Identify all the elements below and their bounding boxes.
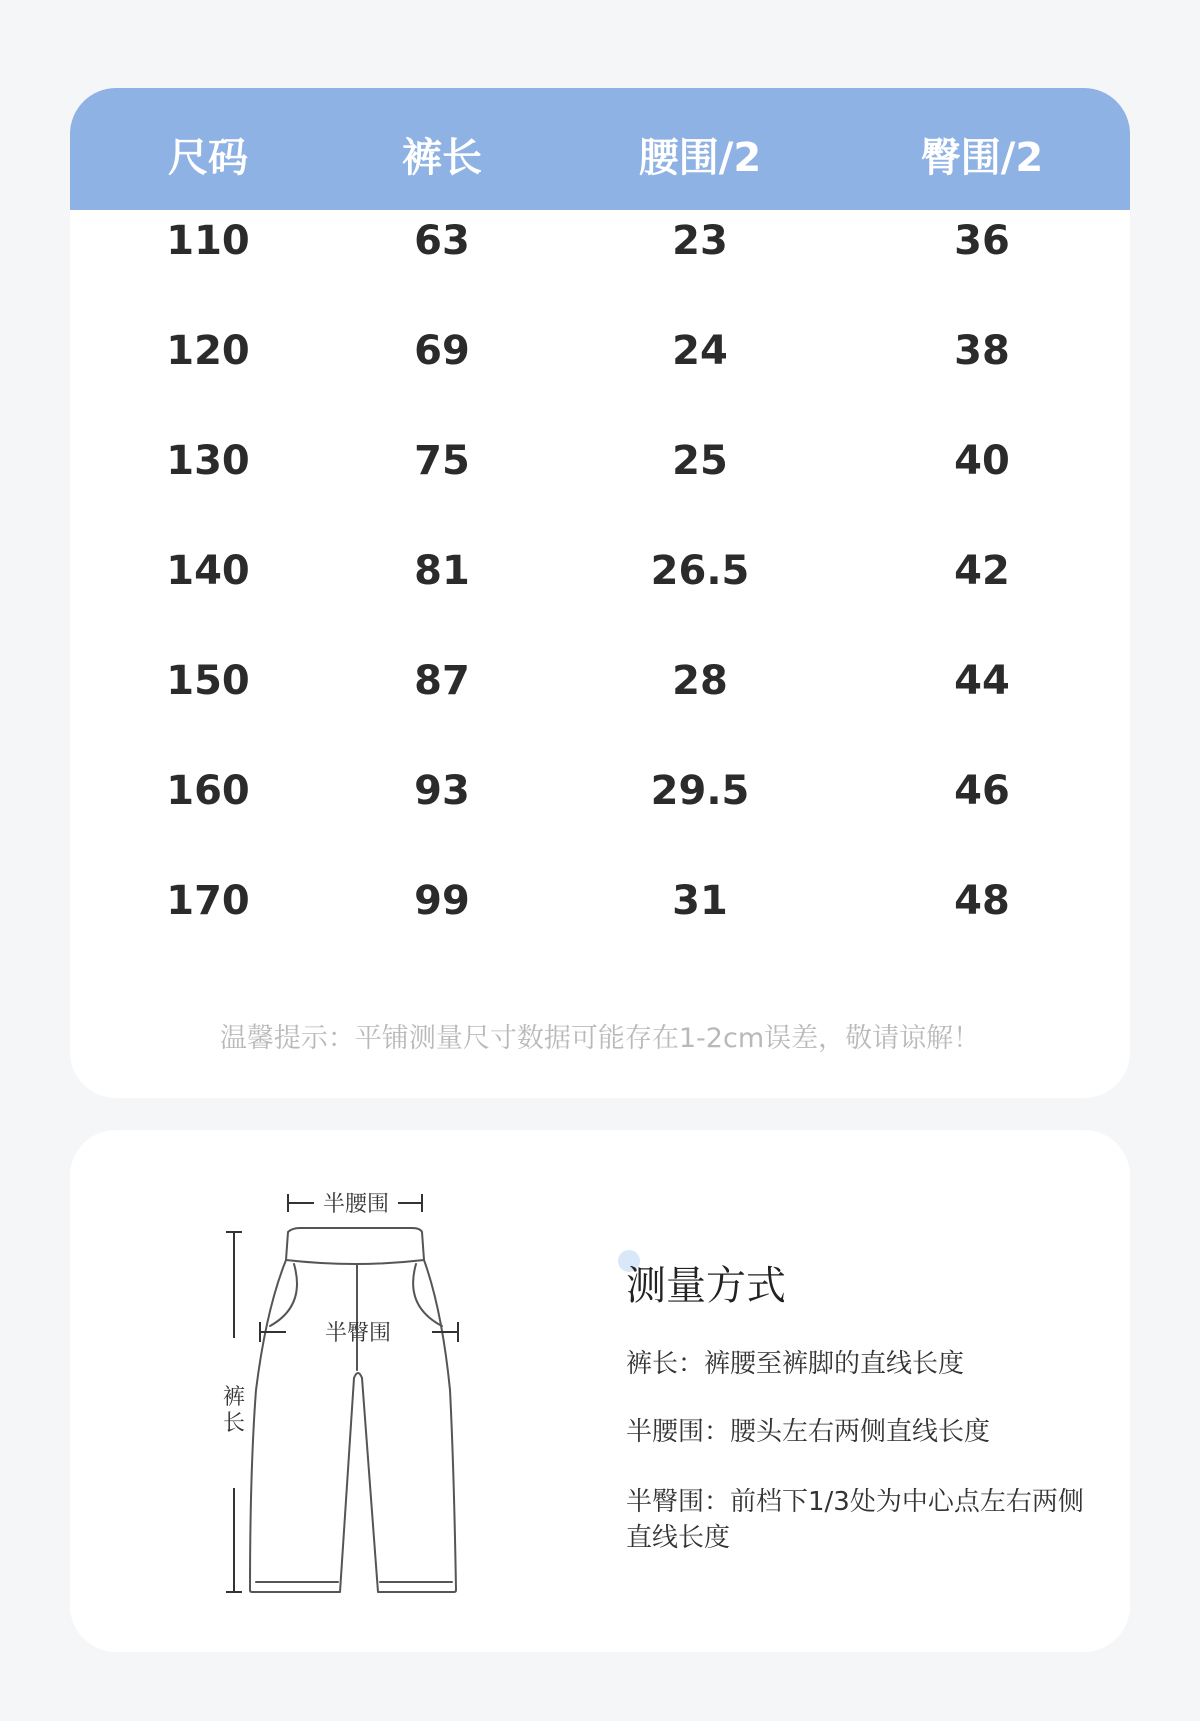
cell-waist: 29.5	[650, 768, 750, 814]
cell-size: 150	[166, 658, 250, 704]
cell-size: 160	[166, 768, 250, 814]
cell-hip: 40	[954, 438, 1010, 484]
hip-label: 半臀围	[324, 1321, 392, 1346]
pants-diagram	[70, 1130, 630, 1652]
cell-hip: 36	[954, 218, 1010, 264]
header-size: 尺码	[168, 135, 248, 181]
cell-waist: 31	[672, 878, 728, 924]
cell-hip: 44	[954, 658, 1010, 704]
cell-hip: 46	[954, 768, 1010, 814]
cell-size: 170	[166, 878, 250, 924]
header-hip: 臀围/2	[920, 135, 1044, 181]
cell-size: 110	[166, 218, 250, 264]
cell-size: 120	[166, 328, 250, 374]
measurement-card	[70, 1130, 1130, 1652]
cell-length: 93	[414, 768, 470, 814]
cell-waist: 25	[672, 438, 728, 484]
header-waist: 腰围/2	[638, 135, 762, 181]
cell-size: 140	[166, 548, 250, 594]
size-table-card	[70, 88, 1130, 1098]
header-length: 裤长	[402, 135, 482, 181]
cell-length: 75	[414, 438, 470, 484]
cell-hip: 48	[954, 878, 1010, 924]
cell-waist: 26.5	[650, 548, 750, 594]
pants-outline	[250, 1228, 456, 1592]
cell-hip: 42	[954, 548, 1010, 594]
waist-label: 半腰围	[322, 1192, 390, 1217]
measure-length-text: 裤长：裤腰至裤脚的直线长度	[626, 1349, 965, 1379]
measure-title: 测量方式	[626, 1263, 786, 1309]
length-label-top: 裤	[222, 1385, 246, 1410]
cell-waist: 28	[672, 658, 728, 704]
cell-waist: 24	[672, 328, 728, 374]
cell-size: 130	[166, 438, 250, 484]
cell-length: 81	[414, 548, 470, 594]
table-header	[70, 88, 1130, 210]
cell-length: 99	[414, 878, 470, 924]
cell-length: 69	[414, 328, 470, 374]
cell-length: 63	[414, 218, 470, 264]
cell-length: 87	[414, 658, 470, 704]
measure-waist-text: 半腰围：腰头左右两侧直线长度	[626, 1417, 991, 1447]
cell-waist: 23	[672, 218, 728, 264]
length-label-bottom: 长	[222, 1411, 246, 1436]
measurement-notice: 温馨提示：平铺测量尺寸数据可能存在1-2cm误差，敬请谅解！	[219, 1023, 981, 1054]
cell-hip: 38	[954, 328, 1010, 374]
measure-hip-text: 半臀围：前档下1/3处为中心点左右两侧直线长度	[626, 1487, 1084, 1553]
